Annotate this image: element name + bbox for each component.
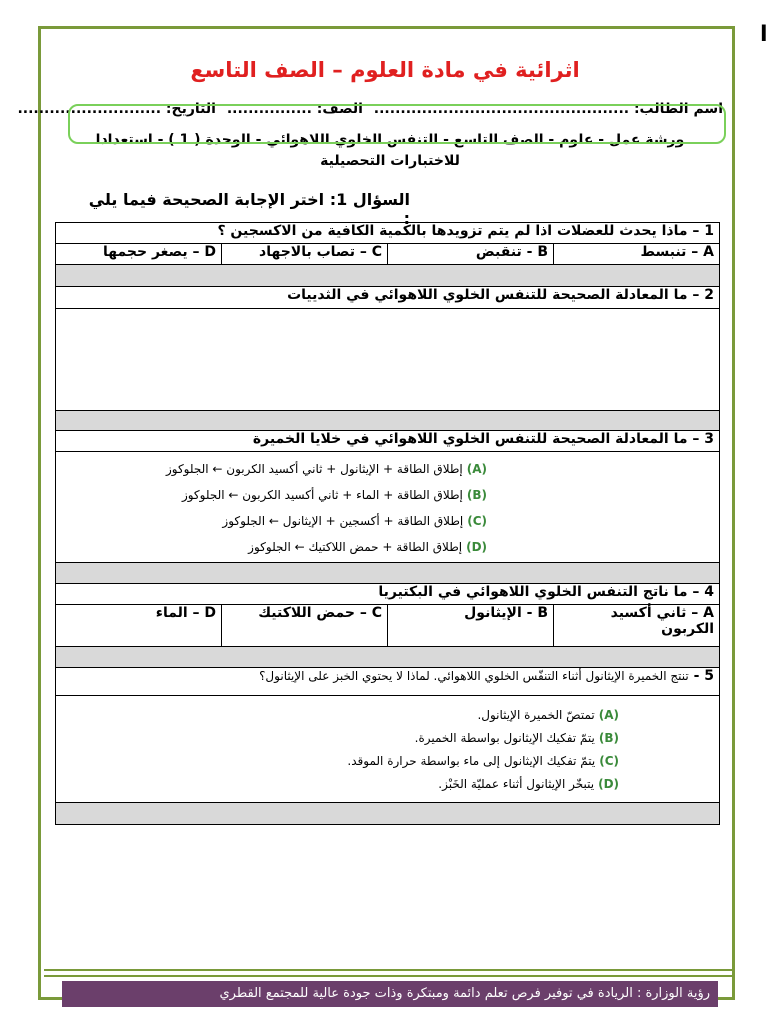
q5-option-b-label: (B) (598, 731, 620, 745)
q2-answer-space[interactable] (56, 309, 720, 411)
q3-option-b-label: (B) (466, 488, 488, 502)
workshop-line-2: للاختبارات التحصيلية (320, 153, 460, 169)
q4-text: 4 – ما ناتج التنفس الخلوي اللاهوائي في البكتيريا (56, 584, 720, 605)
q4-option-d[interactable]: D – الماء (56, 605, 222, 647)
q3-option-d-label: (D) (466, 540, 488, 554)
highlight-annotation (68, 104, 726, 144)
q5-option-b-text: يتمّ تفكيك الإيثانول بواسطة الخميرة. (414, 731, 595, 745)
q5-text: تنتج الخميرة الإيثانول أثناء التنفّس الخلوي اللاهوائي. لماذا لا يحتوي الخبز على الإيثانول؟ (259, 669, 689, 683)
student-name-field[interactable]: اسم الطالب: ................................................ (373, 101, 723, 117)
page-title: اثرائية في مادة العلوم – الصف التاسع (190, 58, 580, 82)
q5-option-d[interactable] (61, 773, 619, 796)
q3-option-a-text: إطلاق الطاقة + الإيثانول + ثاني أكسيد الكربون ← الجلوكوز (165, 462, 463, 476)
q3-option-d[interactable] (61, 534, 487, 560)
footer-divider (44, 969, 732, 977)
corner-mark: ا (760, 22, 768, 47)
q1-text: 1 – ماذا يحدث للعضلات اذا لم يتم تزويدها بالكمية الكافية من الاكسجين ؟ (56, 223, 720, 244)
q4-option-b[interactable]: B - الإيثانول (388, 605, 554, 647)
q5-option-a-label: (A) (598, 708, 620, 722)
footer-vision-banner: رؤية الوزارة : الريادة في توفير فرص تعلم دائمة ومبتكرة وذات جودة عالية للمجتمع القطري (62, 981, 718, 1007)
workshop-line-1: ورشة عمل - علوم - الصف التاسع - التنفس الخلوي اللاهوائي - الوحدة ( 1 ) - استعدادا (95, 132, 685, 148)
q2-text: 2 – ما المعادلة الصحيحة للتنفس الخلوي اللاهوائي في الثدييات (56, 287, 720, 309)
q3-option-c-label: (C) (467, 514, 488, 528)
date-field[interactable]: التاريخ: ........................... (17, 101, 216, 117)
q5-option-c-label: (C) (599, 754, 620, 768)
q5-option-d-text: يتبخّر الإيثانول أثناء عمليّة الخَبْز. (438, 777, 595, 791)
q1-option-a[interactable]: A – تنبسط (554, 244, 720, 265)
questions-table (55, 222, 720, 825)
q3-answer-row (56, 563, 720, 584)
q5-answer-row (56, 803, 720, 825)
q5-row (56, 668, 720, 696)
question-heading: السؤال 1: اختر الإجابة الصحيحة فيما يلي : (88, 190, 410, 228)
q5-option-a-text: تمتصّ الخميرة الإيثانول. (477, 708, 595, 722)
q4-option-a[interactable]: A – ثاني أكسيد الكربون (554, 605, 720, 647)
q5-options (56, 696, 720, 803)
q1-option-d[interactable]: D – يصغر حجمها (56, 244, 222, 265)
q3-option-a[interactable] (61, 456, 487, 482)
q3-text: 3 – ما المعادلة الصحيحة للتنفس الخلوي اللاهوائي في خلايا الخميرة (56, 431, 720, 452)
q1-option-c[interactable]: C – تصاب بالاجهاد (222, 244, 388, 265)
q1-option-b[interactable]: B - تنقبض (388, 244, 554, 265)
q5-number: 5 - (693, 668, 715, 684)
q1-answer-row (56, 265, 720, 287)
q3-option-b-text: إطلاق الطاقة + الماء + ثاني أكسيد الكربون ← الجلوكوز (181, 488, 463, 502)
q5-option-c-text: يتمّ تفكيك الإيثانول إلى ماء بواسطة حرارة الموقد. (347, 754, 596, 768)
q5-option-b[interactable] (61, 727, 619, 750)
q3-option-d-text: إطلاق الطاقة + حمض اللاكتيك ← الجلوكوز (248, 540, 463, 554)
q3-option-c-text: إطلاق الطاقة + أكسجين + الإيثانول ← الجلوكوز (222, 514, 464, 528)
q3-option-b[interactable] (61, 482, 487, 508)
q5-option-c[interactable] (61, 750, 619, 773)
q4-answer-row (56, 647, 720, 668)
q5-option-d-label: (D) (598, 777, 620, 791)
q3-options (56, 452, 720, 563)
class-field[interactable]: الصف: ................ (226, 101, 363, 117)
q3-option-c[interactable] (61, 508, 487, 534)
q2-answer-row (56, 411, 720, 431)
q3-option-a-label: (A) (466, 462, 488, 476)
q5-option-a[interactable] (61, 704, 619, 727)
q4-option-c[interactable]: C – حمض اللاكتيك (222, 605, 388, 647)
